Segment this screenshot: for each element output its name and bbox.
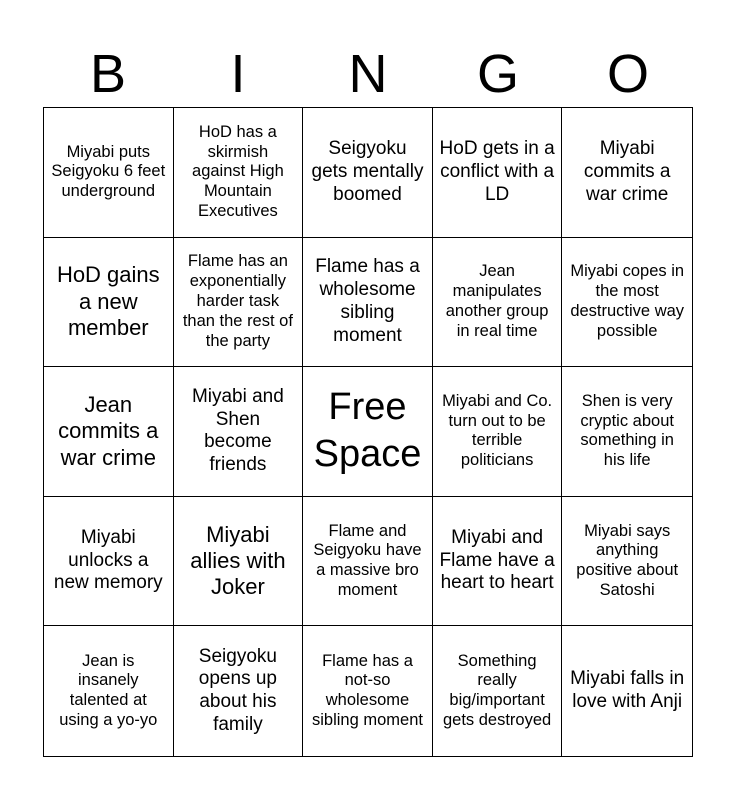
bingo-cell[interactable]: Miyabi unlocks a new memory — [44, 497, 174, 627]
header-letter-b: B — [89, 44, 127, 104]
bingo-board — [43, 107, 693, 757]
bingo-cell[interactable]: Jean commits a war crime — [44, 367, 174, 497]
bingo-cell[interactable]: Miyabi falls in love with Anji — [570, 668, 685, 713]
bingo-cell[interactable]: Shen is very cryptic about something in his life — [562, 367, 692, 497]
bingo-cell[interactable]: Miyabi and Co. turn out to be terrible politicians — [433, 367, 563, 497]
bingo-header — [43, 40, 693, 108]
bingo-cell[interactable]: Flame has a not-so wholesome sibling moment — [303, 626, 433, 756]
free-space-cell[interactable]: Free Space — [303, 367, 433, 497]
bingo-cell[interactable]: HoD has a skirmish against High Mountain Executives — [174, 108, 304, 238]
bingo-cell[interactable]: Seigyoku gets mentally boomed — [303, 108, 433, 238]
bingo-cell[interactable]: Seigyoku opens up about his family — [174, 626, 304, 756]
bingo-cell[interactable]: Flame and Seigyoku have a massive bro moment — [303, 497, 433, 627]
bingo-cell[interactable]: Miyabi says anything positive about Satoshi — [562, 497, 692, 627]
bingo-cell[interactable]: Miyabi commits a war crime — [562, 108, 692, 238]
bingo-cell[interactable]: Miyabi allies with Joker — [174, 497, 304, 627]
bingo-cell[interactable]: HoD gets in a conflict with a LD — [433, 108, 563, 238]
bingo-cell[interactable]: HoD gains a new member — [44, 238, 174, 368]
header-letter-o: O — [606, 44, 649, 104]
bingo-cell[interactable]: Miyabi and Shen become friends — [174, 367, 304, 497]
bingo-cell[interactable]: Jean manipulates another group in real time — [433, 238, 563, 368]
bingo-cell[interactable]: Jean is insanely talented at using a yo-yo — [44, 626, 174, 756]
bingo-cell[interactable]: Flame has an exponentially harder task than the rest of the party — [174, 238, 304, 368]
bingo-cell[interactable]: Miyabi puts Seigyoku 6 feet underground — [44, 108, 174, 238]
header-letter-n: N — [348, 44, 388, 104]
bingo-cell[interactable]: Miyabi and Flame have a heart to heart — [433, 497, 563, 627]
bingo-cell[interactable]: Miyabi copes in the most destructive way possible — [562, 238, 692, 368]
header-letter-i: I — [230, 44, 246, 104]
bingo-cell[interactable]: Something really big/important gets destroyed — [433, 626, 563, 756]
header-letter-g: G — [476, 44, 519, 104]
bingo-cell[interactable]: Flame has a wholesome sibling moment — [303, 238, 433, 368]
